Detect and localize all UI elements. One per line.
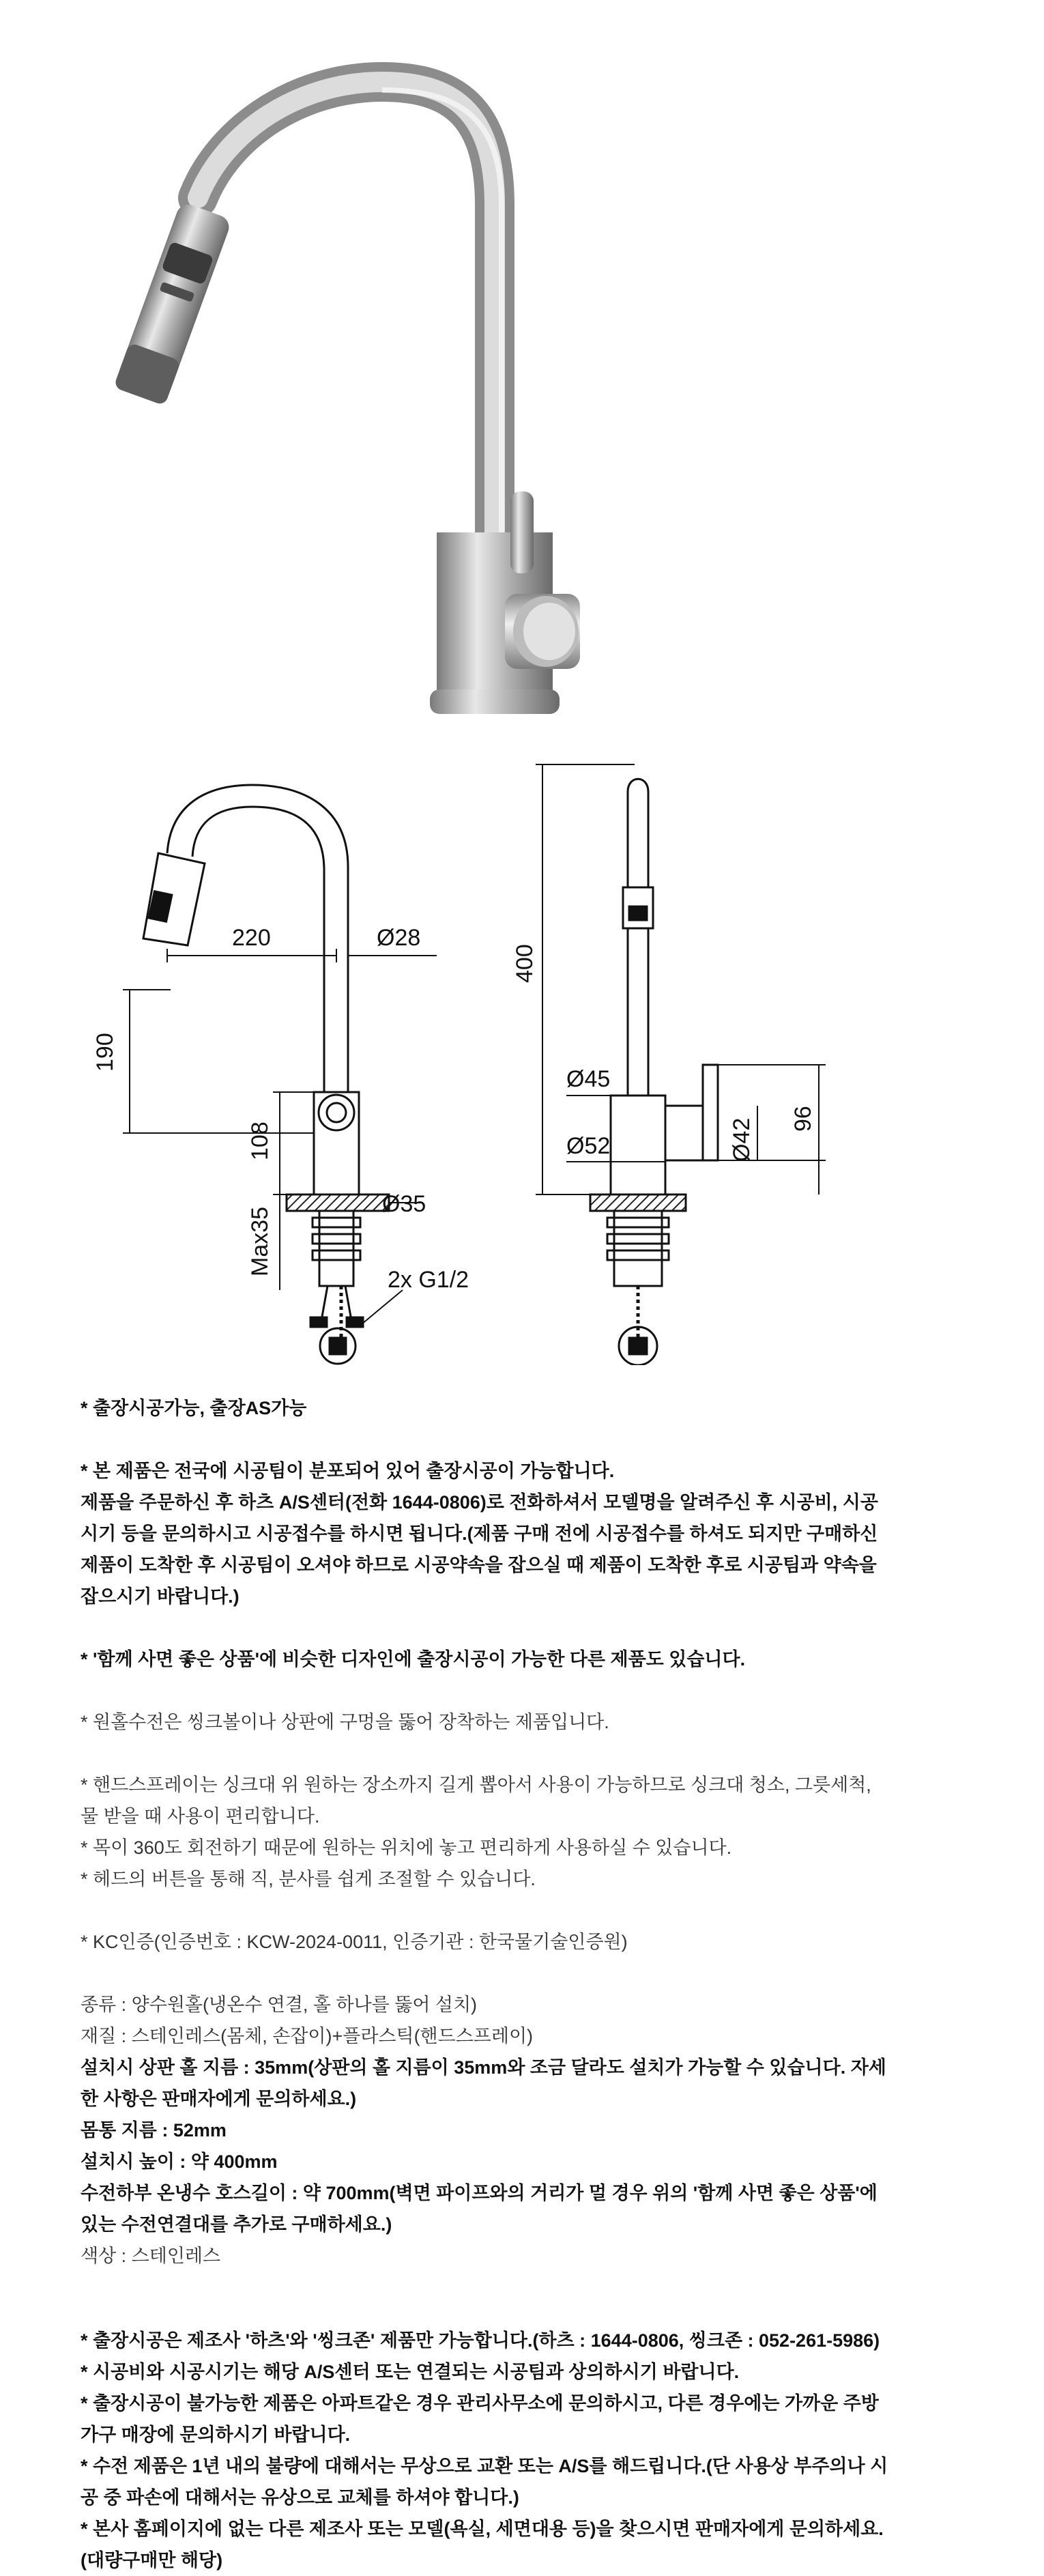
- front-view-diagram: [536, 764, 826, 1365]
- note-line: * 시공비와 시공시기는 해당 A/S센터 또는 연결되는 시공팀과 상의하시기 바랍니다.: [81, 2362, 740, 2382]
- install-info-line: 제품이 도착한 후 시공팀이 오셔야 하므로 시공약속을 잡으실 때 제품이 도착한 후로 시공팀과 약속을: [81, 1555, 877, 1575]
- related-products-note: * '함께 사면 좋은 상품'에 비슷한 디자인에 출장시공이 가능한 다른 제품도 있습니다.: [81, 1649, 746, 1670]
- note-line: * 수전 제품은 1년 내의 불량에 대해서는 무상으로 교환 또는 A/S를 해드립니다.(단 사용상 부주의나 시: [81, 2456, 888, 2476]
- feature-line: * 헤드의 버튼을 통해 직, 분사를 쉽게 조절할 수 있습니다.: [81, 1869, 536, 1889]
- note-line: * 본사 홈페이지에 없는 다른 제조사 또는 모델(욕실, 세면대용 등)을 찾으시면 판매자에게 문의하세요.: [81, 2519, 884, 2539]
- install-info-block: [81, 1455, 981, 1612]
- spec-height: 설치시 높이 : 약 400mm: [81, 2151, 278, 2172]
- note-line: * 출장시공이 불가능한 제품은 아파트같은 경우 관리사무소에 문의하시고, 다른 경우에는 가까운 주방: [81, 2393, 879, 2414]
- dim-220: 220: [232, 925, 271, 951]
- product-description: [81, 1392, 981, 2576]
- feature-line: 물 받을 때 사용이 편리합니다.: [81, 1806, 320, 1827]
- dim-g12: 2x G1/2: [388, 1267, 469, 1293]
- dim-o28: Ø28: [377, 925, 421, 951]
- notes-block: [81, 2325, 981, 2576]
- spec-hole: 한 사항은 판매자에게 문의하세요.): [81, 2089, 357, 2109]
- note-line: 가구 매장에 문의하시기 바랍니다.: [81, 2424, 351, 2445]
- spec-hose: 있는 수전연결대를 추가로 구매하세요.): [81, 2214, 392, 2235]
- one-hole-note: * 원홀수전은 씽크볼이나 상판에 구멍을 뚫어 장착하는 제품입니다.: [81, 1712, 609, 1732]
- install-info-line: 제품을 주문하신 후 하츠 A/S센터(전화 1644-0806)로 전화하셔서 모델명을 알려주신 후 시공비, 시공: [81, 1492, 878, 1513]
- dimension-diagrams: [0, 724, 1044, 1365]
- feature-line: * 핸드스프레이는 싱크대 위 원하는 장소까지 길게 뽑아서 사용이 가능하므로 싱크대 청소, 그릇세척,: [81, 1775, 871, 1795]
- side-view-labels: [92, 925, 469, 1293]
- spec-material: 재질 : 스테인레스(몸체, 손잡이)+플라스틱(핸드스프레이): [81, 2026, 534, 2046]
- spec-hose: 수전하부 온냉수 호스길이 : 약 700mm(벽면 파이프와의 거리가 멀 경우 위의 '함께 사면 좋은 상품'에: [81, 2183, 878, 2203]
- spec-type: 종류 : 양수원홀(냉온수 연결, 홀 하나를 뚫어 설치): [81, 1994, 478, 2015]
- dim-96: 96: [790, 1106, 816, 1132]
- spec-color: 색상 : 스테인레스: [81, 2246, 221, 2266]
- dim-o35: Ø35: [382, 1191, 426, 1217]
- feature-line: * 목이 360도 회전하기 때문에 원하는 위치에 놓고 편리하게 사용하실 수 있습니다.: [81, 1837, 732, 1858]
- features-block: [81, 1769, 981, 1895]
- install-availability: * 출장시공가능, 출장AS가능: [81, 1398, 307, 1418]
- note-line: 공 중 파손에 대해서는 유상으로 교체를 하셔야 합니다.): [81, 2487, 519, 2508]
- install-info-line: 잡으시기 바랍니다.): [81, 1586, 240, 1607]
- dim-190: 190: [92, 1033, 118, 1072]
- dim-o45: Ø45: [566, 1066, 611, 1092]
- spec-block: [81, 1989, 981, 2272]
- install-info-line: * 본 제품은 전국에 시공팀이 분포되어 있어 출장시공이 가능합니다.: [81, 1461, 615, 1481]
- spec-body-diameter: 몸통 지름 : 52mm: [81, 2120, 227, 2141]
- dim-108: 108: [247, 1121, 273, 1160]
- faucet-product-photo: [0, 0, 1044, 724]
- dim-o42: Ø42: [729, 1117, 755, 1162]
- note-line: (대량구매만 해당): [81, 2550, 223, 2571]
- dim-max35: Max35: [247, 1206, 273, 1276]
- spec-hole: 설치시 상판 홀 지름 : 35mm(상판의 홀 지름이 35mm와 조금 달라도 설치가 가능할 수 있습니다. 자세: [81, 2057, 886, 2078]
- kc-certification: * KC인증(인증번호 : KCW-2024-0011, 인증기관 : 한국물기술인증원): [81, 1932, 628, 1952]
- install-info-line: 시기 등을 문의하시고 시공접수를 하시면 됩니다.(제품 구매 전에 시공접수를 하셔도 되지만 구매하신: [81, 1523, 878, 1544]
- dim-o52: Ø52: [566, 1133, 611, 1159]
- note-line: * 출장시공은 제조사 '하츠'와 '씽크존' 제품만 가능합니다.(하츠 : 1644-0806, 씽크존 : 052-261-5986): [81, 2330, 880, 2351]
- dim-400: 400: [512, 944, 538, 983]
